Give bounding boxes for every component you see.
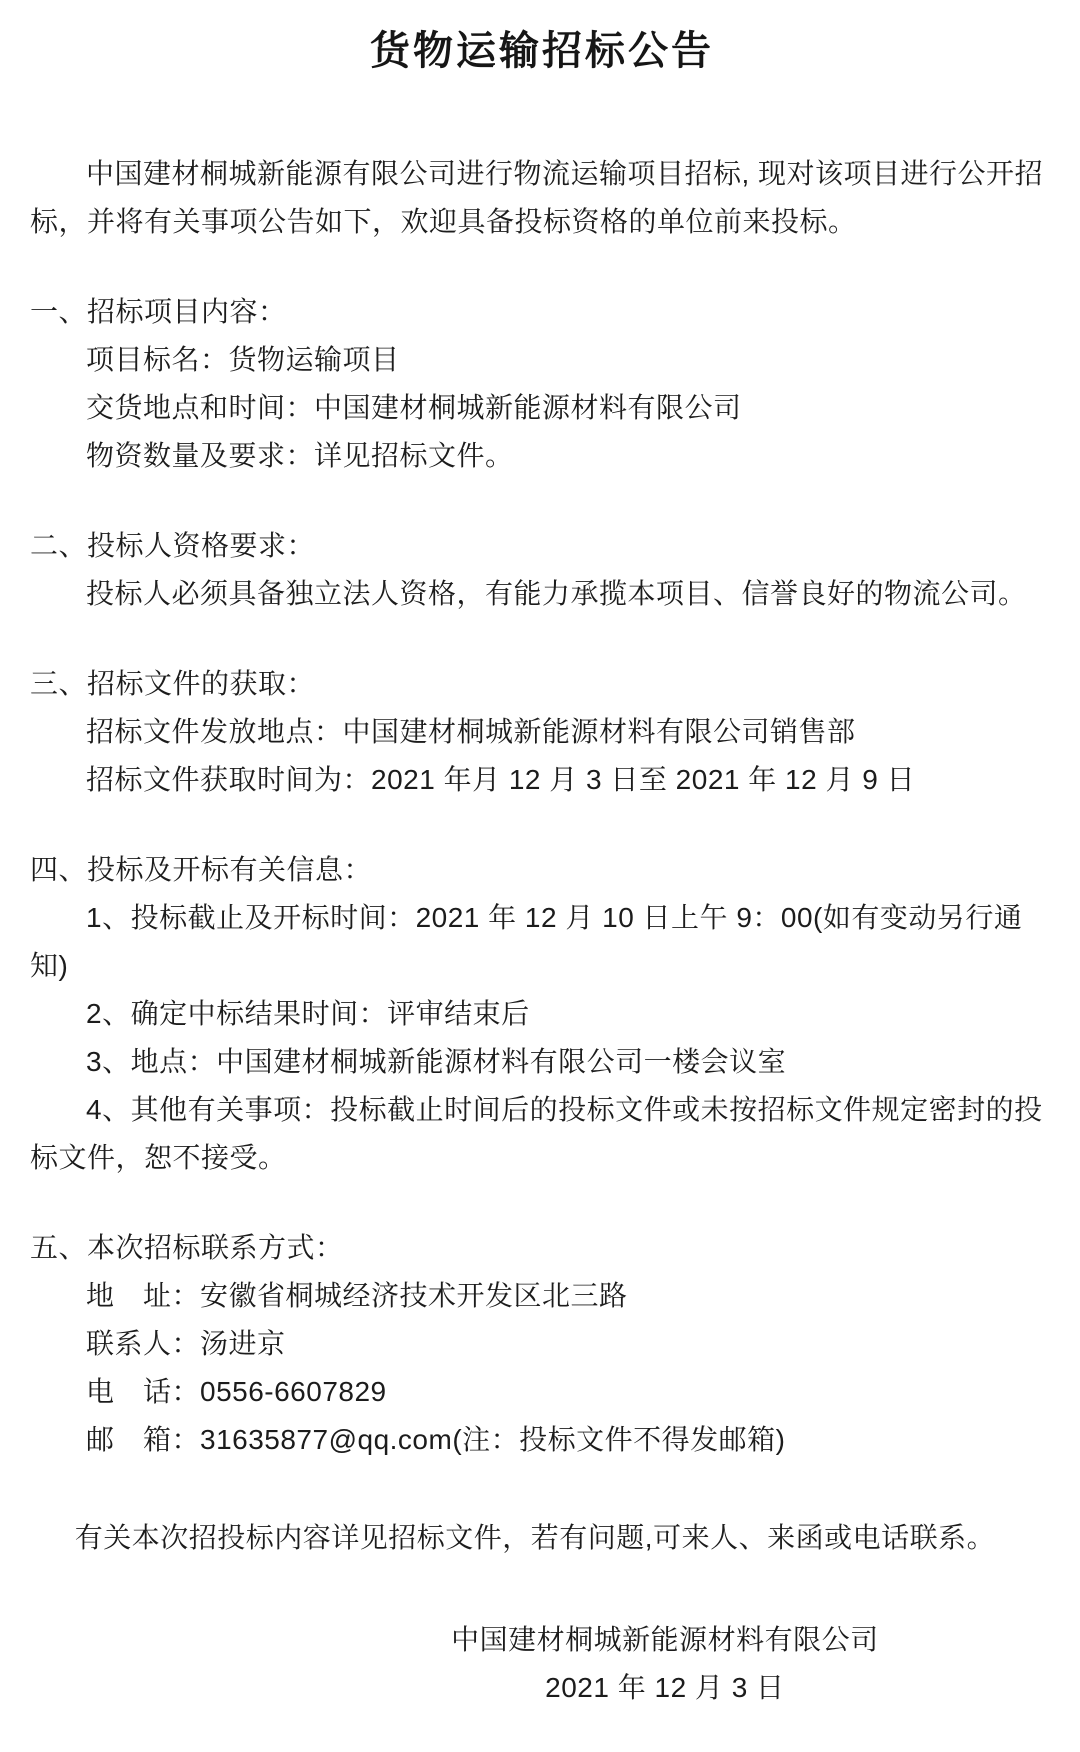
section-line: 投标人必须具备独立法人资格，有能力承揽本项目、信誉良好的物流公司。 — [86, 578, 1027, 609]
section-heading: 三、招标文件的获取： — [30, 668, 316, 699]
section-line: 招标文件发放地点：中国建材桐城新能源材料有限公司销售部 — [86, 716, 856, 747]
section-5-contact-info — [30, 1224, 1054, 1464]
section-line: 4、其他有关事项：投标截止时间后的投标文件或未按招标文件规定密封的投标文件，恕不接受。 — [30, 1094, 1043, 1173]
section-heading: 二、投标人资格要求： — [30, 530, 316, 561]
contact-address: 地 址：安徽省桐城经济技术开发区北三路 — [86, 1280, 628, 1311]
section-3-document-acquisition — [30, 660, 1054, 804]
document-title: 货物运输招标公告 — [370, 29, 714, 73]
contact-person: 联系人：汤进京 — [86, 1328, 286, 1359]
signature-block — [296, 1616, 1033, 1712]
section-line: 项目标名：货物运输项目 — [86, 344, 400, 375]
signature-date: 2021 年 12 月 3 日 — [545, 1672, 785, 1703]
section-line: 物资数量及要求：详见招标文件。 — [86, 440, 514, 471]
intro-paragraph: 中国建材桐城新能源有限公司进行物流运输项目招标, 现对该项目进行公开招标，并将有关事项公告如下，欢迎具备投标资格的单位前来投标。 — [30, 158, 1044, 237]
section-line: 招标文件获取时间为：2021 年月 12 月 3 日至 2021 年 12 月 9 日 — [86, 764, 916, 795]
section-heading: 四、投标及开标有关信息： — [30, 854, 373, 885]
section-4-bid-opening-info — [30, 846, 1054, 1182]
signature-company: 中国建材桐城新能源材料有限公司 — [451, 1624, 879, 1655]
contact-phone: 电 话：0556-6607829 — [86, 1376, 387, 1407]
section-heading: 一、招标项目内容： — [30, 296, 287, 327]
section-1-project-content — [30, 288, 1054, 480]
contact-email: 邮 箱：31635877@qq.com(注：投标文件不得发邮箱) — [86, 1424, 786, 1455]
closing-paragraph: 有关本次招投标内容详见招标文件，若有问题,可来人、来函或电话联系。 — [74, 1522, 996, 1553]
section-2-bidder-qualifications — [30, 522, 1054, 618]
section-line: 1、投标截止及开标时间：2021 年 12 月 10 日上午 9：00(如有变动另行通知) — [30, 902, 1023, 981]
section-line: 3、地点：中国建材桐城新能源材料有限公司一楼会议室 — [86, 1046, 787, 1077]
section-line: 交货地点和时间：中国建材桐城新能源材料有限公司 — [86, 392, 742, 423]
section-line: 2、确定中标结果时间：评审结束后 — [86, 998, 530, 1029]
section-heading: 五、本次招标联系方式： — [30, 1232, 344, 1263]
